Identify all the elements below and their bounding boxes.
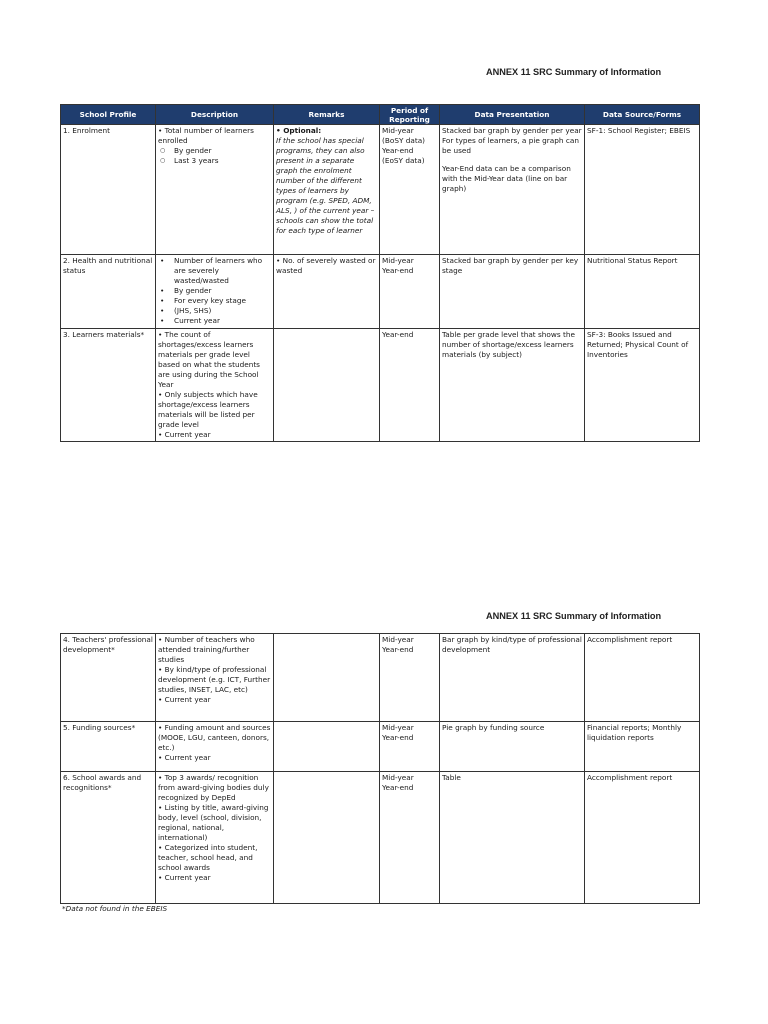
profile-text: 6. School awards and recognitions* bbox=[63, 773, 142, 792]
cell-school-profile bbox=[61, 634, 156, 722]
source-text: Accomplishment report bbox=[587, 773, 673, 782]
period-text: Year-end bbox=[382, 733, 414, 742]
header-data-source: Data Source/Forms bbox=[585, 105, 700, 125]
cell-description bbox=[156, 125, 274, 255]
cell-data-presentation bbox=[440, 722, 585, 772]
profile-text: 1. Enrolment bbox=[63, 126, 110, 135]
cell-period bbox=[380, 772, 440, 904]
summary-table-2 bbox=[60, 633, 700, 904]
description-text: • Number of teachers who attended training/further studies bbox=[158, 635, 271, 665]
source-text: SF-3: Books Issued and Returned; Physical Count of Inventories bbox=[587, 330, 689, 359]
cell-data-source bbox=[585, 329, 700, 442]
table-row bbox=[61, 722, 700, 772]
cell-period bbox=[380, 722, 440, 772]
profile-text: 3. Learners materials* bbox=[63, 330, 145, 339]
cell-remarks bbox=[274, 329, 380, 442]
presentation-text: Bar graph by kind/type of professional development bbox=[442, 635, 582, 654]
source-text: Accomplishment report bbox=[587, 635, 673, 644]
cell-remarks bbox=[274, 722, 380, 772]
list-item: • Number of learners who are severely wasted/wasted bbox=[158, 256, 271, 286]
remarks-text: • No. of severely wasted or wasted bbox=[276, 256, 377, 276]
header-remarks: Remarks bbox=[274, 105, 380, 125]
cell-data-source bbox=[585, 722, 700, 772]
cell-school-profile bbox=[61, 125, 156, 255]
cell-remarks bbox=[274, 125, 380, 255]
description-text: • By kind/type of professional development (e.g. ICT, Further studies, INSET, LAC, etc) bbox=[158, 665, 271, 695]
cell-period bbox=[380, 255, 440, 329]
profile-text: 2. Health and nutritional status bbox=[63, 256, 153, 275]
period-text: Year-end bbox=[382, 645, 414, 654]
description-text: • Total number of learners enrolled bbox=[158, 126, 271, 146]
period-text: Mid-year bbox=[382, 723, 414, 732]
presentation-text: Table bbox=[442, 773, 461, 782]
table-row bbox=[61, 329, 700, 442]
list-item: • For every key stage bbox=[158, 296, 271, 306]
annex-title-2: ANNEX 11 SRC Summary of Information bbox=[486, 611, 662, 621]
cell-school-profile bbox=[61, 772, 156, 904]
description-text: • Listing by title, award-giving body, level (school, division, regional, national, international) bbox=[158, 803, 271, 843]
source-text: Financial reports; Monthly liquidation reports bbox=[587, 723, 682, 742]
cell-data-presentation bbox=[440, 772, 585, 904]
presentation-text: Table per grade level that shows the number of shortage/excess learners materials (by subject) bbox=[442, 330, 575, 359]
table-row bbox=[61, 125, 700, 255]
period-text: (BoSY data) bbox=[382, 136, 426, 145]
table-row bbox=[61, 634, 700, 722]
cell-school-profile bbox=[61, 722, 156, 772]
header-period: Period of Reporting bbox=[380, 105, 440, 125]
period-text: Year-end bbox=[382, 146, 414, 155]
presentation-text: Year-End data can be a comparison with the Mid-Year data (line on bar graph) bbox=[442, 164, 571, 193]
cell-school-profile bbox=[61, 255, 156, 329]
summary-table-1 bbox=[60, 104, 700, 442]
cell-description bbox=[156, 772, 274, 904]
period-text: Year-end bbox=[382, 330, 414, 339]
period-text: Mid-year bbox=[382, 256, 414, 265]
cell-data-presentation bbox=[440, 329, 585, 442]
cell-remarks bbox=[274, 772, 380, 904]
cell-data-source bbox=[585, 772, 700, 904]
cell-remarks bbox=[274, 255, 380, 329]
description-text: • The count of shortages/excess learners materials per grade level based on what the students are using during the School Year bbox=[158, 330, 271, 390]
cell-period bbox=[380, 125, 440, 255]
description-text: • Current year bbox=[158, 873, 271, 883]
list-item: ○ Last 3 years bbox=[158, 156, 271, 166]
annex-title-1: ANNEX 11 SRC Summary of Information bbox=[486, 67, 662, 77]
cell-description bbox=[156, 722, 274, 772]
cell-description bbox=[156, 255, 274, 329]
source-text: SF-1: School Register; EBEIS bbox=[587, 126, 691, 135]
cell-school-profile bbox=[61, 329, 156, 442]
period-text: Year-end bbox=[382, 266, 414, 275]
period-text: (EoSY data) bbox=[382, 156, 425, 165]
period-text: Mid-year bbox=[382, 773, 414, 782]
footnote: *Data not found in the EBEIS bbox=[62, 904, 168, 913]
list-item: ○ By gender bbox=[158, 146, 271, 156]
presentation-text: Stacked bar graph by gender per year bbox=[442, 126, 582, 135]
header-school-profile: School Profile bbox=[61, 105, 156, 125]
remarks-title: • Optional: bbox=[276, 126, 377, 136]
source-text: Nutritional Status Report bbox=[587, 256, 678, 265]
list-item: • (JHS, SHS) bbox=[158, 306, 271, 316]
cell-remarks bbox=[274, 634, 380, 722]
cell-period bbox=[380, 634, 440, 722]
header-description: Description bbox=[156, 105, 274, 125]
header-data-presentation: Data Presentation bbox=[440, 105, 585, 125]
description-text: • Categorized into student, teacher, school head, and school awards bbox=[158, 843, 271, 873]
cell-data-source bbox=[585, 255, 700, 329]
cell-data-presentation bbox=[440, 634, 585, 722]
profile-text: 4. Teachers' professional development* bbox=[63, 635, 153, 654]
cell-data-source bbox=[585, 125, 700, 255]
cell-data-source bbox=[585, 634, 700, 722]
cell-period bbox=[380, 329, 440, 442]
presentation-text: Pie graph by funding source bbox=[442, 723, 545, 732]
presentation-text: Stacked bar graph by gender per key stage bbox=[442, 256, 579, 275]
period-text: Year-end bbox=[382, 783, 414, 792]
cell-data-presentation bbox=[440, 125, 585, 255]
table-row bbox=[61, 255, 700, 329]
cell-data-presentation bbox=[440, 255, 585, 329]
description-text: • Current year bbox=[158, 430, 271, 440]
presentation-text: For types of learners, a pie graph can be used bbox=[442, 136, 579, 155]
profile-text: 5. Funding sources* bbox=[63, 723, 136, 732]
description-text: • Top 3 awards/ recognition from award-giving bodies duly recognized by DepEd bbox=[158, 773, 271, 803]
cell-description bbox=[156, 329, 274, 442]
table-row bbox=[61, 772, 700, 904]
remarks-text: If the school has special programs, they can also present in a separate graph the enrolment number of the different types of learners by program (e.g. SPED, ADM, ALS, ) of the current year – schools can show the total for each type of learner bbox=[276, 136, 375, 235]
period-text: Mid-year bbox=[382, 126, 414, 135]
period-text: Mid-year bbox=[382, 635, 414, 644]
cell-description bbox=[156, 634, 274, 722]
table-header-row bbox=[61, 105, 700, 125]
description-text: • Funding amount and sources (MOOE, LGU, canteen, donors, etc.) bbox=[158, 723, 271, 753]
description-text: • Current year bbox=[158, 695, 271, 705]
list-item: • By gender bbox=[158, 286, 271, 296]
description-text: • Only subjects which have shortage/excess learners materials will be listed per grade level bbox=[158, 390, 271, 430]
description-text: • Current year bbox=[158, 753, 271, 763]
list-item: • Current year bbox=[158, 316, 271, 326]
